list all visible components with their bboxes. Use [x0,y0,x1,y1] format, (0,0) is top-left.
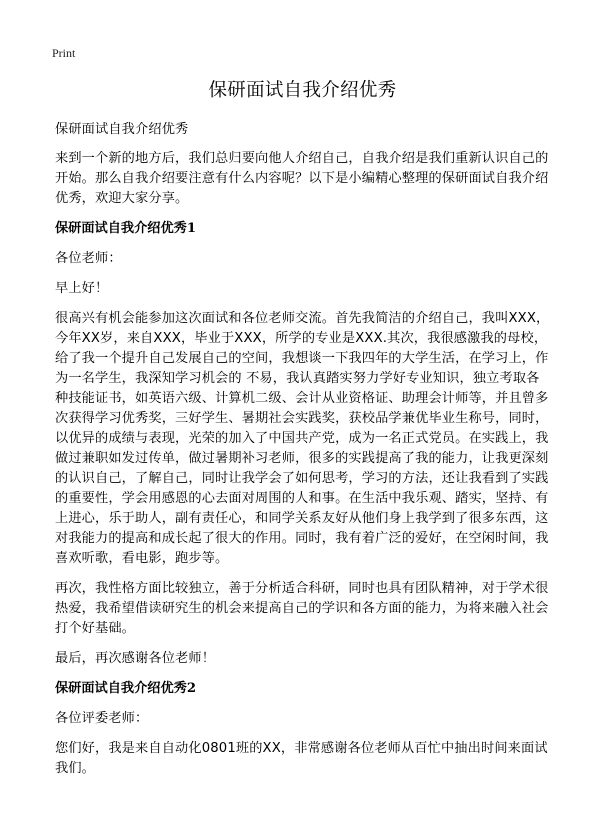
section-2-heading: 保研面试自我介绍优秀2 [55,681,197,696]
section-1-body-paragraph-2: 再次，我性格方面比较独立，善于分析适合科研，同时也具有团队精神，对于学术很热爱，我希望借读研究生的机会来提高自己的学识和各方面的能力，为将来融入社会打个好基础。 [55,581,549,636]
section-1-heading: 保研面试自我介绍优秀1 [55,221,197,236]
section-1-salutation: 各位老师： [55,251,122,266]
section-1-closing: 最后，再次感谢各位老师！ [55,651,216,666]
intro-paragraph: 来到一个新的地方后，我们总归要向他人介绍自己，自我介绍是我们重新认识自己的开始。那么自我介绍要注意有什么内容呢？以下是小编精心整理的保研面试自我介绍优秀，欢迎大家分享。 [55,151,549,206]
section-2-body-paragraph: 您们好，我是来自自动化0801班的XX，非常感谢各位老师从百忙中抽出时间来面试我们。 [55,741,548,776]
section-2-salutation: 各位评委老师： [55,711,149,726]
document-page [55,78,550,789]
section-1-greeting: 早上好！ [55,281,109,296]
document-subtitle: 保研面试自我介绍优秀 [55,122,189,137]
section-1-body-paragraph: 很高兴有机会能参加这次面试和各位老师交流。首先我简洁的介绍自己，我叫XXX，今年XX岁，来自XXX，毕业于XXX，所学的专业是XXX.其次，我很感激我的母校，给了我一个提升自己发展自己的空间，我想谈一下我四年的大学生活，在学习上，作为一名学生，我深知学习机会的 不易，我认真踏实努力学好专业知识，独立考取各种技能证书，如英语六级、计算机二级、会计从业资格证、助理会计师等，并且曾多次获得学习优秀奖，三好学生、暑期社会实践奖，获校品学兼优毕业生称号，同时，以优异的成绩与表现，光荣的加入了中国共产党，成为一名正式党员。在实践上，我做过兼职如发过传单，做过暑期补习老师，很多的实践提高了我的能力，让我更深刻的认识自己，了解自己，同时让我学会了如何思考，学习的方法，还让我看到了实践的重要性，学会用感恩的心去面对周围的人和事。在生活中我乐观、踏实，坚持、有上进心，乐于助人，副有责任心，和同学关系友好从他们身上我学到了很多东西，这对我能力的提高和成长起了很大的作用。同时，我有着广泛的爱好，在空闲时间，我喜欢听歌，看电影，跑步等。 [55,311,550,566]
document-title: 保研面试自我介绍优秀 [208,80,397,101]
print-label: Print [52,46,76,60]
